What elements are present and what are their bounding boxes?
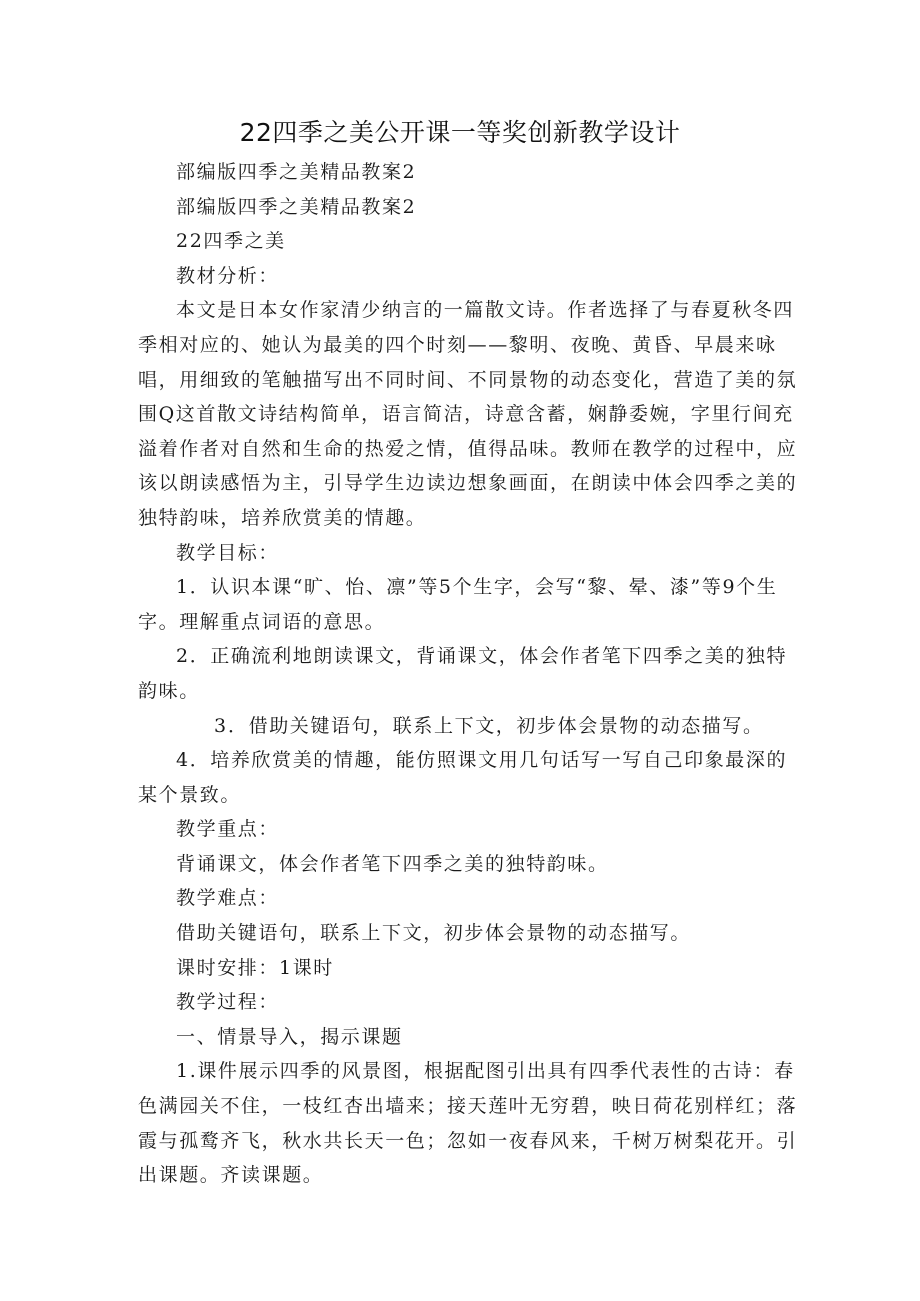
document-body — [138, 155, 798, 1193]
lesson-title: 22四季之美 — [176, 230, 286, 253]
goal-text: ．培养欣赏美的情趣，能仿照课文用几句话写一写自己印象最深的某个景致。 — [138, 749, 788, 806]
section-heading: 一、情景导入，揭示课题 — [176, 1025, 403, 1048]
header-line: 部编版四季之美精品教案2 — [176, 161, 417, 183]
process-heading: 教学过程： — [176, 991, 280, 1014]
goal-number: 3 — [214, 714, 228, 737]
difficulty-heading: 教学难点： — [176, 887, 280, 910]
goal-item — [138, 743, 798, 812]
step-paragraph: 1.课件展示四季的风景图，根据配图引出具有四季代表性的古诗：春色满园关不住，一枝红杏出墙来；接天莲叶无穷碧，映日荷花别样红；落霞与孤鹜齐飞，秋水共长天一色；忽如一夜春风来，千树万树梨花开。引出课题。齐读课题。 — [138, 1060, 798, 1187]
difficulty-text: 借助关键语句，联系上下文，初步体会景物的动态描写。 — [176, 922, 692, 945]
document-title: 22四季之美公开课一等奖创新教学设计 — [239, 118, 681, 147]
schedule-line: 课时安排：1课时 — [176, 956, 334, 979]
goal-number: 4 — [176, 749, 190, 772]
goal-text: ．认识本课“旷、怡、凛”等5个生字，会写“黎、晕、漆”等9个生字。理解重点词语的意思。 — [138, 576, 778, 633]
goals-heading: 教学目标： — [176, 541, 280, 564]
goal-number: 2 — [176, 645, 190, 668]
key-heading: 教学重点： — [176, 818, 280, 841]
goal-text: ．借助关键语句，联系上下文，初步体会景物的动态描写。 — [228, 714, 764, 737]
goal-number: 1 — [176, 576, 190, 599]
analysis-paragraph: 本文是日本女作家清少纳言的一篇散文诗。作者选择了与春夏秋冬四季相对应的、她认为最美的四个时刻——黎明、夜晚、黄昏、早晨来咏唱，用细致的笔触描写出不同时间、不同景物的动态变化，营造了美的氛围Q这首散文诗结构简单，语言简洁，诗意含蓄，娴静委婉，字里行间充溢着作者对自然和生命的热爱之情，值得品味。教师在教学的过程中，应该以朗读感悟为主，引导学生边读边想象画面，在朗读中体会四季之美的独特韵味，培养欣赏美的情趣。 — [138, 299, 798, 529]
analysis-heading: 教材分析： — [176, 264, 280, 287]
goal-item — [138, 709, 798, 744]
goal-text: ．正确流利地朗读课文，背诵课文，体会作者笔下四季之美的独特韵味。 — [138, 645, 788, 702]
header-line: 部编版四季之美精品教案2 — [176, 195, 417, 218]
goal-item — [138, 570, 798, 639]
goal-item — [138, 639, 798, 708]
key-text: 背诵课文，体会作者笔下四季之美的独特韵味。 — [176, 852, 609, 875]
